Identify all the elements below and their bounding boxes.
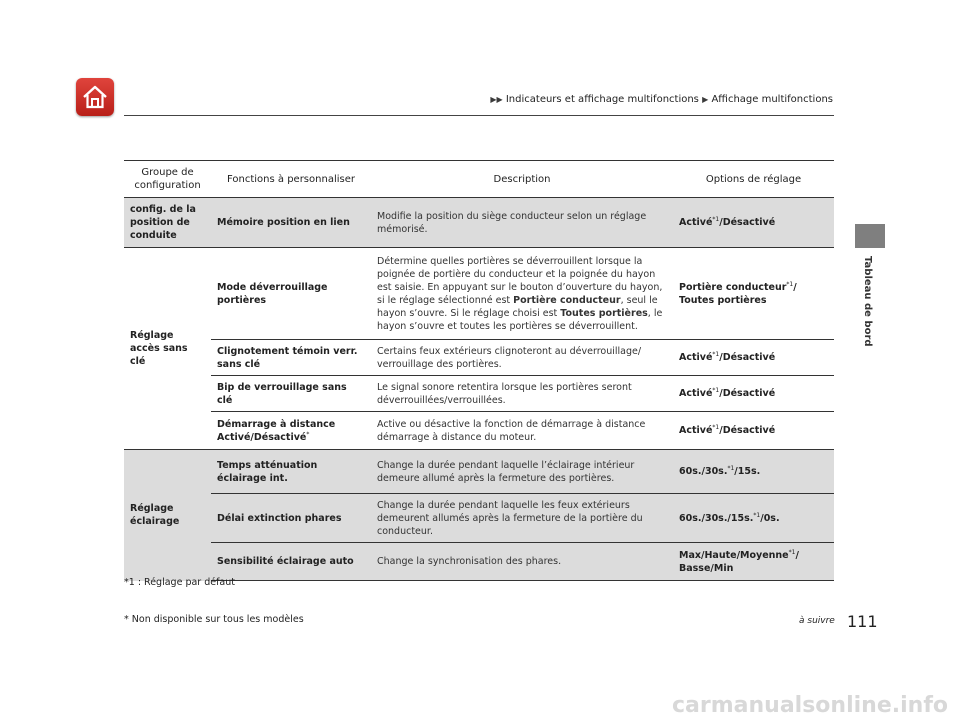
availability-notice: * Non disponible sur tous les modèles — [124, 614, 304, 625]
function-name: Mémoire position en lien — [211, 198, 371, 248]
side-tab-label: Tableau de bord — [862, 256, 873, 347]
column-header: Options de réglage — [673, 161, 834, 198]
table-row — [124, 376, 834, 412]
column-header: Fonctions à personnaliser — [211, 161, 371, 198]
column-header: Groupe de configuration — [124, 161, 211, 198]
function-description: Change la synchronisation des phares. — [371, 543, 673, 581]
option-default: Activé — [679, 425, 713, 436]
setting-options — [673, 543, 834, 581]
option-default: 60s./30s./15s. — [679, 512, 754, 524]
setting-options — [673, 412, 834, 450]
breadcrumb — [490, 94, 833, 105]
default-footnote: *1 : Réglage par défaut — [124, 577, 236, 588]
option-default: 60s./30s. — [679, 466, 728, 477]
breadcrumb-item-2[interactable]: Affichage multifonctions — [711, 94, 833, 105]
option-default: Activé — [679, 352, 713, 363]
function-name: Temps atténuation éclairage int. — [211, 450, 371, 494]
default-footnote-mark: *1 — [788, 548, 796, 556]
option-rest: /Désactivé — [719, 217, 776, 228]
watermark: carmanualsonline.info — [672, 693, 948, 718]
default-footnote-mark: *1 — [712, 386, 720, 394]
home-icon — [81, 84, 109, 110]
table-row — [124, 412, 834, 450]
group-name: config. de la position de conduite — [124, 198, 211, 248]
not-available-footnote-mark: * — [306, 430, 310, 438]
setting-options — [673, 340, 834, 376]
option-rest: /Désactivé — [719, 425, 776, 436]
default-footnote-mark: *1 — [712, 423, 720, 431]
function-description: Le signal sonore retentira lorsque les portières seront déverrouillées/verrouillées. — [371, 376, 673, 412]
page-number: 111 — [847, 612, 878, 631]
group-name: Réglage accès sans clé — [124, 248, 211, 450]
header-divider — [124, 115, 834, 116]
breadcrumb-item-1[interactable]: Indicateurs et affichage multifonctions — [505, 94, 699, 105]
function-description: Active ou désactive la fonction de démarrage à distance démarrage à distance du moteur. — [371, 412, 673, 450]
setting-options — [673, 376, 834, 412]
side-tab-marker — [855, 224, 885, 248]
table-row — [124, 340, 834, 376]
breadcrumb-arrow-icon: ▶ — [702, 95, 709, 104]
setting-options — [673, 494, 834, 543]
table-row — [124, 543, 834, 581]
function-description: Change la durée pendant laquelle les feux extérieurs demeurent allumés après la fermeture de la portière du conducteur. — [371, 494, 673, 543]
function-name: Délai extinction phares — [211, 494, 371, 543]
function-name: Démarrage à distance Activé/Désactivé* — [211, 412, 371, 450]
continue-label: à suivre — [799, 616, 835, 626]
setting-options — [673, 198, 834, 248]
option-rest: / Toutes portières — [679, 281, 797, 306]
function-name: Mode déverrouillage portières — [211, 248, 371, 340]
option-rest: /Désactivé — [719, 352, 776, 363]
breadcrumb-arrow-icon: ▶▶ — [490, 95, 503, 104]
function-name: Clignotement témoin verr. sans clé — [211, 340, 371, 376]
table-row — [124, 198, 834, 248]
default-footnote-mark: *1 — [712, 350, 720, 358]
option-default: Max/Haute/Moyenne — [679, 549, 789, 561]
option-default: Activé — [679, 217, 713, 228]
table-header-row — [124, 161, 834, 198]
option-rest: /0s. — [760, 512, 780, 524]
default-footnote-mark: *1 — [786, 280, 794, 288]
option-rest: /Désactivé — [719, 388, 776, 399]
option-default: Portière conducteur — [679, 281, 787, 293]
default-footnote-mark: *1 — [712, 215, 720, 223]
option-rest: /15s. — [734, 466, 761, 477]
settings-table — [124, 160, 834, 581]
table-row — [124, 450, 834, 494]
function-description: Change la durée pendant laquelle l’éclairage intérieur demeure allumé après la fermeture des portières. — [371, 450, 673, 494]
table-row — [124, 248, 834, 340]
default-footnote-mark: *1 — [727, 464, 735, 472]
setting-options — [673, 248, 834, 340]
option-rest: / Basse/Min — [679, 549, 799, 574]
function-name: Sensibilité éclairage auto — [211, 543, 371, 581]
table-row — [124, 494, 834, 543]
function-description: Modifie la position du siège conducteur selon un réglage mémorisé. — [371, 198, 673, 248]
function-description: Détermine quelles portières se déverrouillent lorsque la poignée de portière du conducteur et la poignée du hayon est saisie. En appuyant sur le bouton d’ouverture du hayon, si le réglage sélectionné est Portière conducteur, seul le hayon s’ouvre. Si le réglage choisi est Toutes portières, le hayon s’ouvre et toutes les portières se déverrouillent. — [371, 248, 673, 340]
function-description: Certains feux extérieurs clignoteront au déverrouillage/ verrouillage des portières. — [371, 340, 673, 376]
default-footnote-mark: *1 — [753, 511, 761, 519]
option-default: Activé — [679, 388, 713, 399]
function-name: Bip de verrouillage sans clé — [211, 376, 371, 412]
home-button[interactable] — [76, 78, 114, 116]
group-name: Réglage éclairage — [124, 450, 211, 581]
column-header: Description — [371, 161, 673, 198]
setting-options — [673, 450, 834, 494]
